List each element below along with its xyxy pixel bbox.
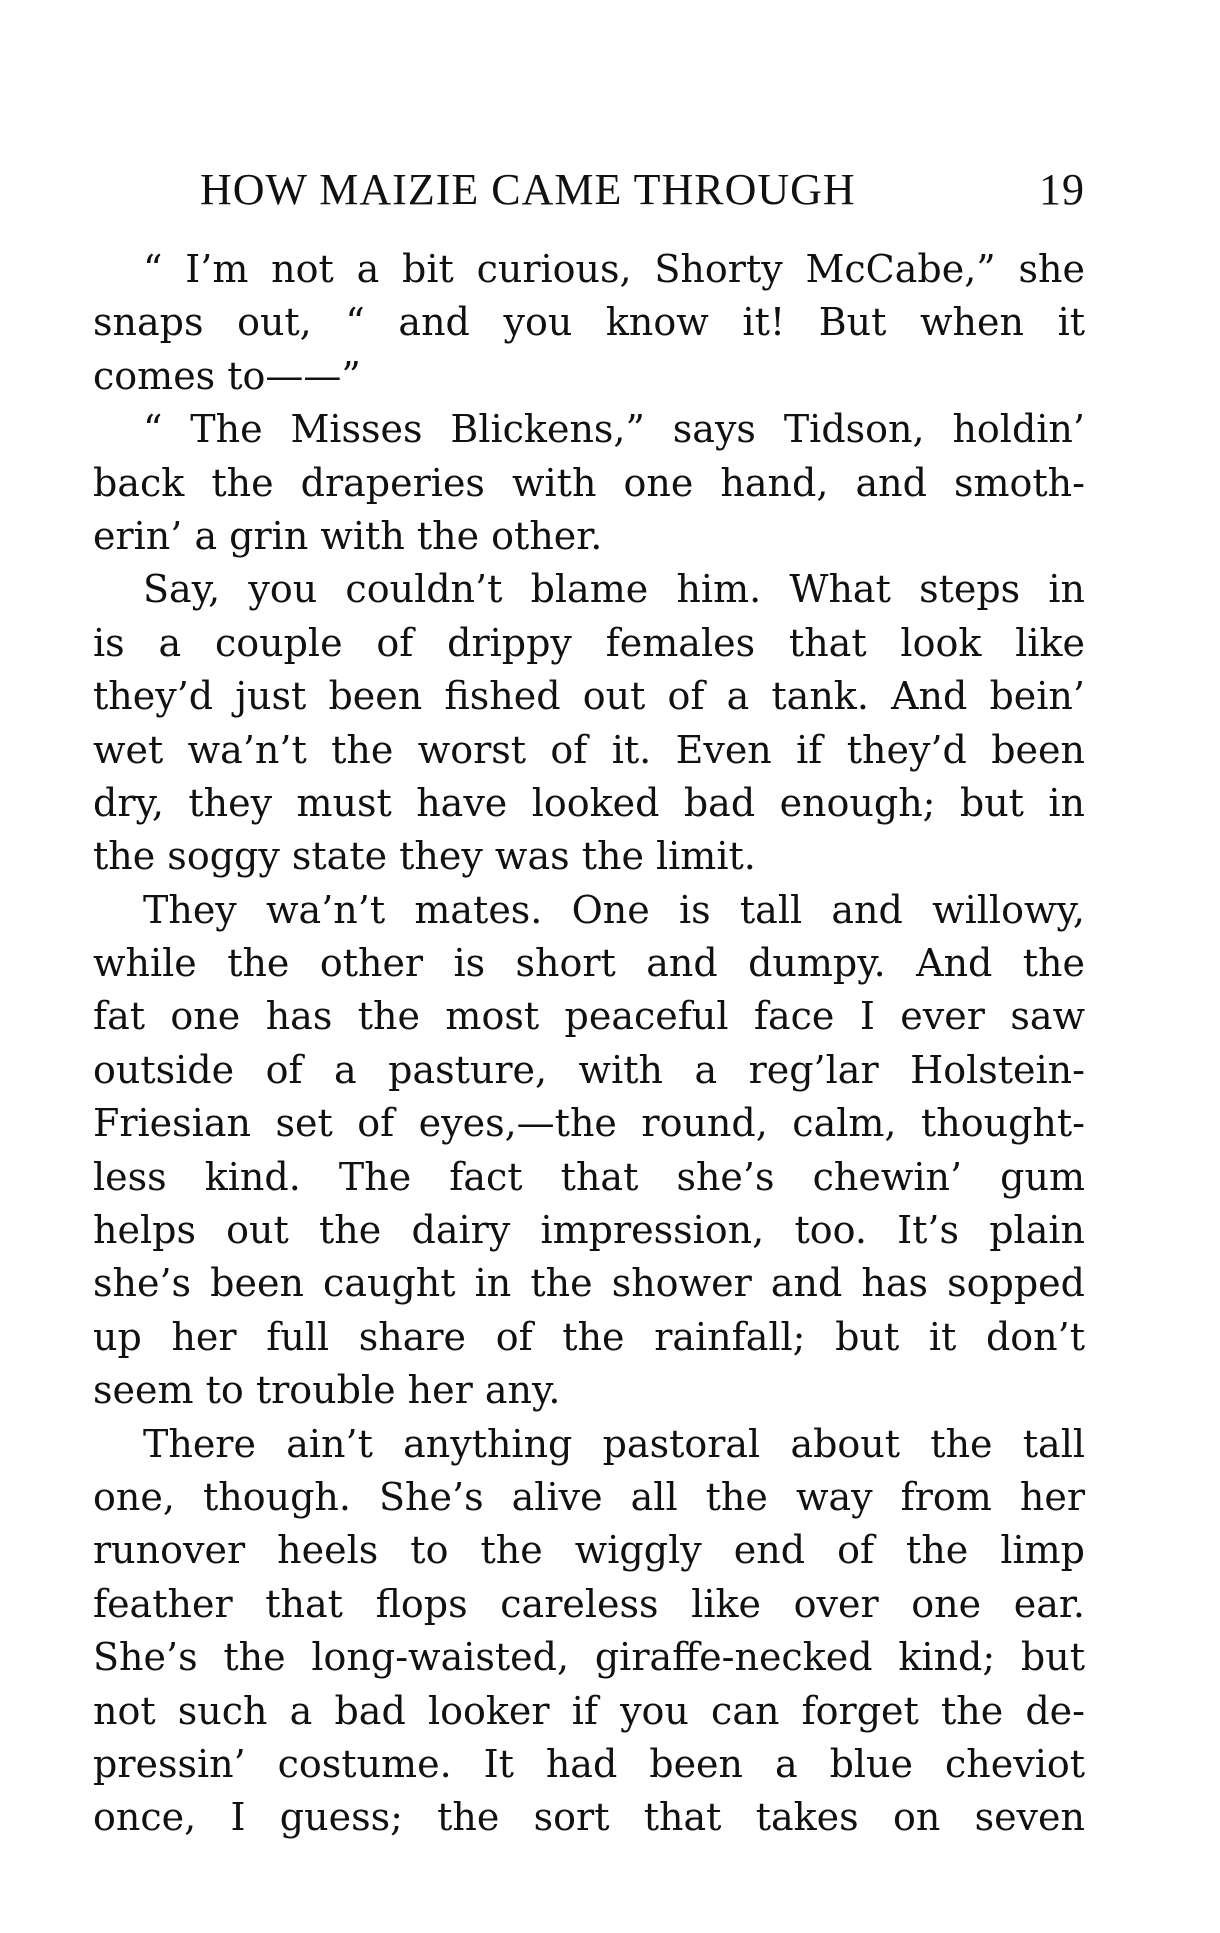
text-line: They wa’n’t mates. One is tall and willowy, xyxy=(143,887,1085,932)
text-line: less kind. The fact that she’s chewin’ gum xyxy=(93,1154,1085,1199)
text-line: snaps out, “ and you know it! But when it xyxy=(93,300,1085,345)
text-line: erin’ a grin with the other. xyxy=(93,513,603,558)
text-line: “ The Misses Blickens,” says Tidson, holdin’ xyxy=(143,407,1085,452)
text-line: Friesian set of eyes,—the round, calm, thought- xyxy=(93,1101,1085,1146)
text-line: seem to trouble her any. xyxy=(93,1368,561,1413)
body-text xyxy=(93,243,1085,1845)
text-line: the soggy state they was the limit. xyxy=(93,834,756,879)
text-line: they’d just been fished out of a tank. And bein’ xyxy=(93,674,1085,719)
text-line: she’s been caught in the shower and has sopped xyxy=(93,1261,1085,1306)
running-title: HOW MAIZIE CAME THROUGH xyxy=(200,165,856,214)
text-line: fat one has the most peaceful face I ever saw xyxy=(93,994,1085,1039)
text-line: outside of a pasture, with a reg’lar Holstein- xyxy=(93,1047,1085,1092)
text-line: runover heels to the wiggly end of the limp xyxy=(93,1528,1085,1573)
text-line: Say, you couldn’t blame him. What steps in xyxy=(143,567,1085,612)
text-line: once, I guess; the sort that takes on seven xyxy=(93,1795,1085,1840)
text-line: back the draperies with one hand, and smoth- xyxy=(93,460,1085,505)
text-line: dry, they must have looked bad enough; but in xyxy=(93,780,1085,825)
text-line: She’s the long-waisted, giraffe-necked kind; but xyxy=(93,1635,1085,1680)
text-line: is a couple of drippy females that look like xyxy=(93,620,1085,665)
text-line: not such a bad looker if you can forget the de- xyxy=(93,1688,1085,1733)
text-line: wet wa’n’t the worst of it. Even if they’d been xyxy=(93,727,1085,772)
text-line: comes to——” xyxy=(93,353,361,398)
page-number: 19 xyxy=(1039,165,1085,214)
text-line: while the other is short and dumpy. And the xyxy=(93,941,1085,986)
text-line: one, though. She’s alive all the way from her xyxy=(93,1474,1085,1519)
running-head xyxy=(200,160,1085,220)
text-line: “ I’m not a bit curious, Shorty McCabe,” she xyxy=(143,247,1085,291)
text-line: up her full share of the rainfall; but it don’t xyxy=(93,1314,1085,1359)
text-line: helps out the dairy impression, too. It’s plain xyxy=(93,1208,1085,1253)
text-line: feather that flops careless like over one ear. xyxy=(93,1581,1085,1626)
text-line: There ain’t anything pastoral about the tall xyxy=(143,1421,1085,1466)
text-line: pressin’ costume. It had been a blue cheviot xyxy=(93,1741,1085,1786)
